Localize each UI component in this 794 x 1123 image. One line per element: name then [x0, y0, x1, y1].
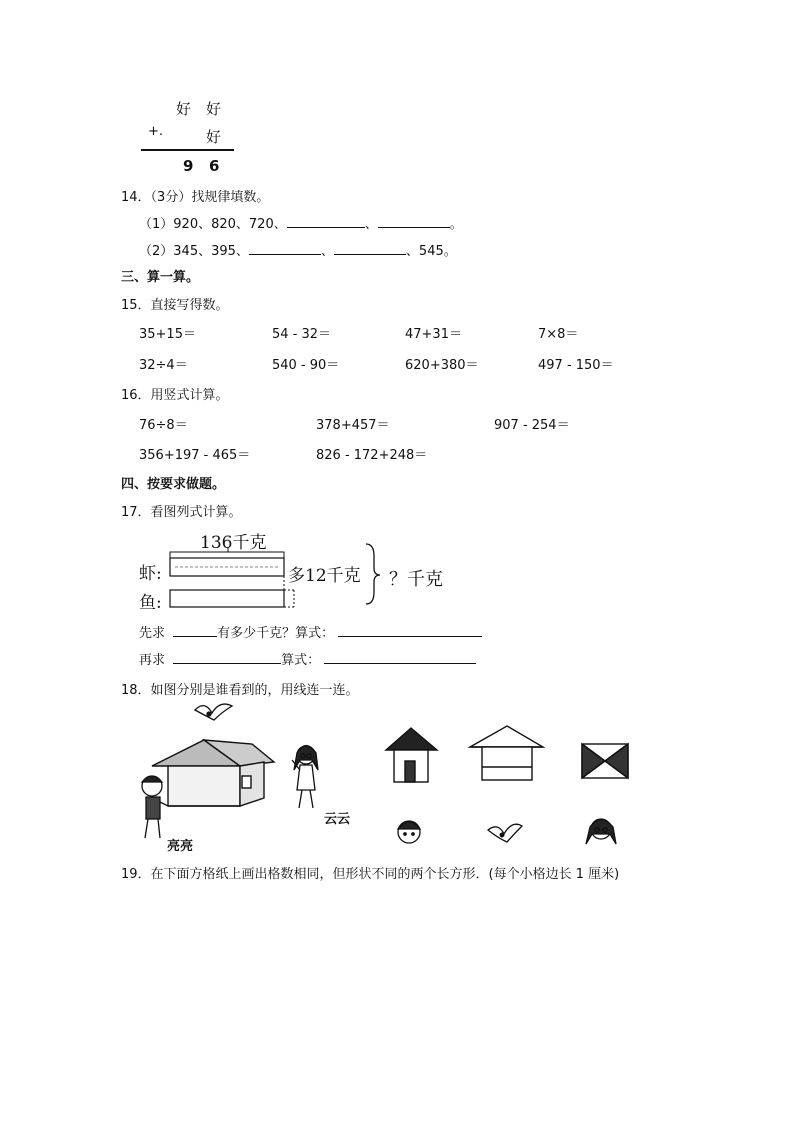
- house-illustration: [152, 740, 274, 806]
- q14-line1-sep: 、: [364, 217, 378, 232]
- q16-item: 907 - 254＝: [494, 418, 570, 433]
- q14-blank-2[interactable]: [378, 213, 450, 228]
- q15-item: 620+380＝: [405, 358, 479, 373]
- q17-more-label: 多12千克: [288, 566, 361, 586]
- q17-shrimp-label: 虾:: [139, 564, 162, 584]
- q14-blank-4[interactable]: [334, 240, 406, 255]
- q14-line2: [139, 240, 457, 259]
- q17-question-label: ？千克: [389, 569, 443, 590]
- q14-line2-end: 、545。: [405, 244, 457, 259]
- q14-line1: [139, 213, 463, 232]
- q17-answer-line2: [139, 649, 476, 668]
- q14-line2-sep: 、: [320, 244, 334, 259]
- q17-blank-1[interactable]: [173, 622, 217, 637]
- q17-line1-mid: 有多少千克？算式：: [217, 626, 335, 641]
- q19-title: 19．在下面方格纸上画出格数相同，但形状不同的两个长方形．(每个小格边长 1 厘米): [121, 867, 620, 882]
- q17-answer-line1: [139, 622, 482, 641]
- puzzle-plus-sign: +.: [148, 124, 164, 139]
- q18-title: 18．如图分别是谁看到的，用线连一连。: [121, 683, 359, 698]
- q15-item: 7×8＝: [538, 327, 579, 342]
- section-4-heading: 四、按要求做题。: [121, 477, 226, 492]
- q15-item: 540 - 90＝: [272, 358, 340, 373]
- q14-blank-1[interactable]: [287, 213, 365, 228]
- boy-liangliang-figure: [142, 776, 168, 838]
- girl-face-icon: [586, 819, 616, 844]
- puzzle-result-a: 9: [183, 157, 194, 175]
- top-view-roof: [582, 744, 628, 778]
- q17-fish-label: 鱼:: [139, 593, 162, 613]
- q15-item: 35+15＝: [139, 327, 196, 342]
- q16-item: 826 - 172+248＝: [316, 448, 428, 463]
- q17-blank-2[interactable]: [173, 649, 281, 664]
- girl-yunyun-figure: [292, 746, 318, 809]
- q14-title: 14．（3分）找规律填数。: [121, 190, 270, 205]
- q16-title: 16．用竖式计算。: [121, 388, 229, 403]
- q17-line2-mid: 算式：: [281, 653, 321, 668]
- bird-icon: [195, 704, 232, 720]
- name-yunyun: 云云: [324, 812, 351, 827]
- name-liangliang: 亮亮: [167, 839, 194, 854]
- puzzle-sum-line: [141, 149, 234, 151]
- q15-item: 47+31＝: [405, 327, 462, 342]
- puzzle-row1-b: 好: [206, 100, 222, 118]
- q17-line1-prefix: 先求: [139, 626, 166, 641]
- q16-item: 356+197 - 465＝: [139, 448, 251, 463]
- q17-line2-prefix: 再求: [139, 653, 166, 668]
- bird-icon: [488, 824, 522, 842]
- section-3-heading: 三、算一算。: [121, 270, 200, 285]
- q17-total-label: 136千克: [200, 533, 267, 553]
- q15-item: 32÷4＝: [139, 358, 188, 373]
- q15-item: 497 - 150＝: [538, 358, 614, 373]
- q15-title: 15．直接写得数。: [121, 298, 229, 313]
- q14-line2-prefix: （2）345、395、: [139, 244, 249, 259]
- boy-face-icon: [398, 821, 420, 843]
- q17-formula-blank-2[interactable]: [324, 649, 476, 664]
- q16-item: 76÷8＝: [139, 418, 188, 433]
- puzzle-row1-a: 好: [176, 100, 192, 118]
- q17-formula-blank-1[interactable]: [338, 622, 482, 637]
- q15-item: 54 - 32＝: [272, 327, 332, 342]
- side-view-house: [470, 726, 543, 780]
- q17-title: 17．看图列式计算。: [121, 505, 242, 520]
- q16-item: 378+457＝: [316, 418, 390, 433]
- q14-blank-3[interactable]: [249, 240, 321, 255]
- front-view-with-door: [386, 728, 437, 782]
- q14-line1-prefix: （1）920、820、720、: [139, 217, 287, 232]
- puzzle-result-b: 6: [209, 157, 220, 175]
- q14-line1-end: 。: [449, 217, 463, 232]
- puzzle-row2: 好: [206, 128, 222, 146]
